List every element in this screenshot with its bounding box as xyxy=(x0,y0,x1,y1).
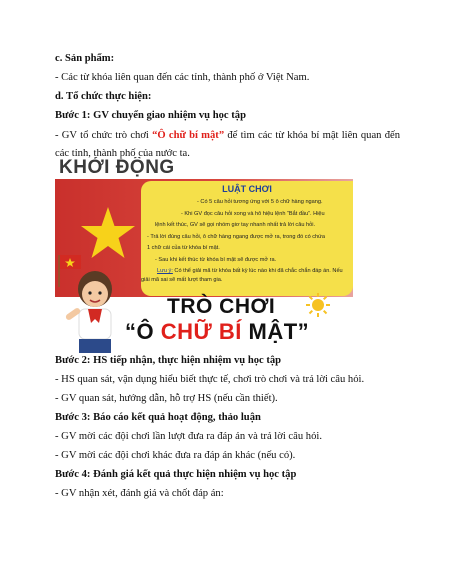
sun-icon xyxy=(305,292,331,318)
step3-heading: Bước 3: Báo cáo kết quả hoạt động, thảo luận xyxy=(55,412,261,423)
game-title-part-c: MẬT” xyxy=(241,319,310,344)
step1-text-before: - GV tổ chức trò chơi xyxy=(55,130,153,141)
game-title-part-a: “Ô xyxy=(125,319,161,344)
step2-line-1: - HS quan sát, vận dụng hiểu biết thực tế, chơi trò chơi và trả lời câu hỏi. xyxy=(55,374,365,385)
game-title-line2 xyxy=(125,319,309,345)
step2-heading: Bước 2: HS tiếp nhận, thực hiện nhiệm vụ học tập xyxy=(55,355,282,366)
section-c-text: - Các từ khóa liên quan đến các tỉnh, thành phố ở Việt Nam. xyxy=(55,72,310,83)
rules-box xyxy=(141,181,353,296)
step3-line-1: - GV mời các đội chơi lần lượt đưa ra đáp án và trả lời câu hỏi. xyxy=(55,431,322,442)
section-d-heading: d. Tổ chức thực hiện: xyxy=(55,91,152,102)
game-name: “Ô chữ bí mật” xyxy=(152,130,225,141)
rule-4: - Trả lời đúng câu hỏi, ô chữ hàng ngang được mở ra, trong đó có chứa xyxy=(147,234,326,240)
game-title-part-b: CHỮ BÍ xyxy=(160,319,242,344)
step2-line-2: - GV quan sát, hướng dẫn, hỗ trợ HS (nếu cần thiết). xyxy=(55,393,278,404)
step1-text-after: để tìm các từ khóa bí mật liên quan đến các tỉnh, thành phố của nước ta. xyxy=(55,130,400,159)
note-label: Lưu ý: xyxy=(157,268,173,274)
step4-heading: Bước 4: Đánh giá kết quả thực hiện nhiệm vụ học tập xyxy=(55,469,297,480)
banner-title: KHỞI ĐỘNG xyxy=(59,157,175,178)
game-banner xyxy=(55,157,353,354)
rule-2: - Khi GV đọc câu hỏi xong và hô hiệu lệnh “Bắt đầu”. Hiệu xyxy=(181,211,325,217)
rule-6: - Sau khi kết thúc từ khóa bí mật sẽ được mở ra. xyxy=(155,257,277,263)
note-text: Có thể giải mã từ khóa bất kỳ lúc nào khi đã chắc chắn đáp án. Nếu xyxy=(172,268,343,274)
child-illustration-icon xyxy=(55,253,127,353)
rule-3: lệnh kết thúc, GV sẽ gọi nhóm giơ tay nhanh nhất trả lời câu hỏi. xyxy=(155,222,316,228)
step4-line-1: - GV nhận xét, đánh giá và chốt đáp án: xyxy=(55,488,224,499)
section-c-heading: c. Sản phẩm: xyxy=(55,53,115,64)
rule-5: 1 chữ cái của từ khóa bí mật. xyxy=(147,245,220,251)
rule-note xyxy=(157,268,343,274)
step1-heading: Bước 1: GV chuyển giao nhiệm vụ học tập xyxy=(55,110,246,121)
step3-line-2: - GV mời các đội chơi khác đưa ra đáp án khác (nếu có). xyxy=(55,450,296,461)
rule-1: - Có 5 câu hỏi tương ứng với 5 ô chữ hàng ngang. xyxy=(197,199,323,205)
game-title-line1: TRÒ CHƠI xyxy=(167,295,276,318)
rule-note-2: giải mã sai sẽ mất lượt tham gia. xyxy=(141,277,223,283)
rules-title: LUẬT CHƠI xyxy=(222,184,272,194)
